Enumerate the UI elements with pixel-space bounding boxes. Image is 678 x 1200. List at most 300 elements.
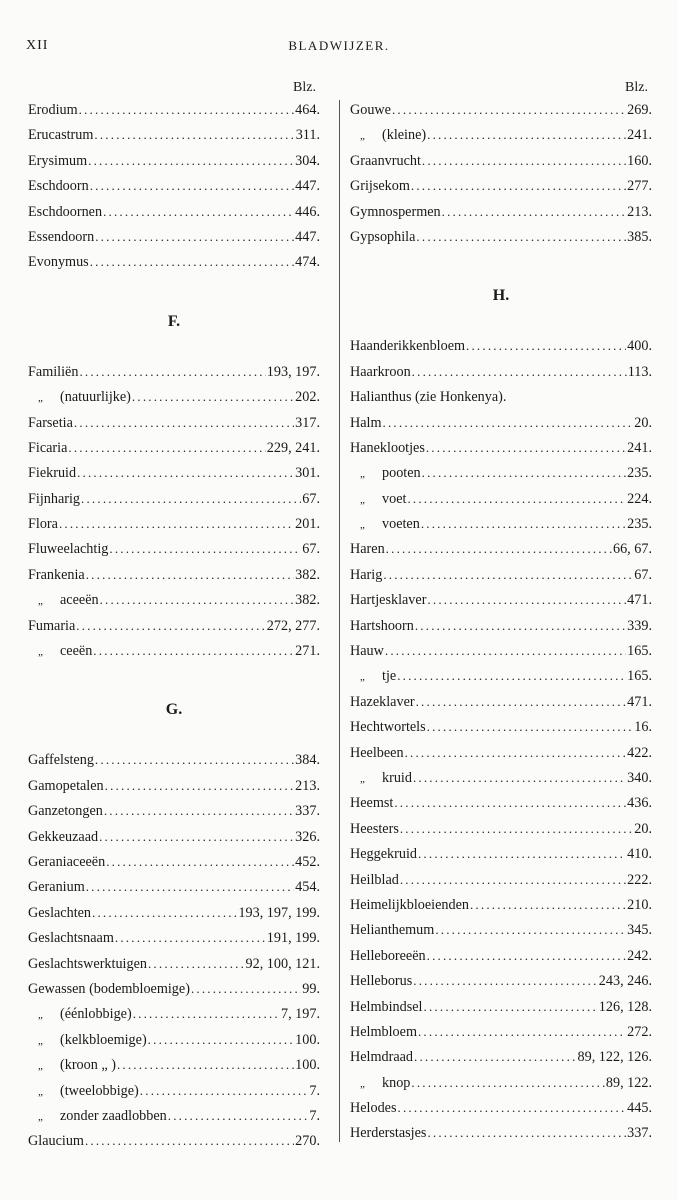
entry-term: Fijnharig <box>28 490 81 507</box>
entry-term: Helodes <box>350 1100 397 1117</box>
entry-page-ref: 447. <box>295 228 320 245</box>
entry-term-text: (kleine) <box>382 127 427 144</box>
index-entry <box>350 1075 652 1100</box>
leader-dots <box>411 178 626 194</box>
leader-dots <box>100 592 295 608</box>
leader-dots <box>79 102 295 118</box>
index-entry <box>350 1100 652 1125</box>
entry-term: Gymnospermen <box>350 203 441 220</box>
leader-dots <box>95 229 294 245</box>
index-entry <box>350 999 652 1024</box>
leader-dots <box>386 541 612 557</box>
entry-term: Fumaria <box>28 617 76 634</box>
entry-page-ref: 210. <box>627 896 652 913</box>
entry-page-ref: 242. <box>627 947 652 964</box>
index-entry <box>28 643 320 668</box>
index-entry <box>28 1006 320 1031</box>
entry-page-ref: 385. <box>627 228 652 245</box>
entry-page-ref: 410. <box>627 846 652 863</box>
entry-term-text: (tweelobbige) <box>60 1082 139 1099</box>
entry-page-ref: 446. <box>295 203 320 220</box>
index-entry <box>350 153 652 178</box>
entry-page-ref: 384. <box>295 752 320 769</box>
entry-term: Gouwe <box>350 102 391 118</box>
index-entry <box>28 1083 320 1108</box>
leader-dots <box>168 1108 309 1124</box>
index-entry <box>350 415 652 440</box>
entry-term: Heggekruid <box>350 846 417 863</box>
entry-page-ref: 382. <box>295 592 320 609</box>
index-entry <box>28 1057 320 1082</box>
leader-dots <box>105 778 295 794</box>
entry-page-ref: 191, 199. <box>266 930 320 947</box>
leader-dots <box>79 364 265 380</box>
leader-dots <box>92 905 237 921</box>
ditto-mark: „ <box>360 468 365 481</box>
leader-dots <box>148 1032 295 1048</box>
leader-dots <box>86 567 294 583</box>
index-entry <box>28 905 320 930</box>
leader-dots <box>422 153 626 169</box>
entry-page-ref: 235. <box>627 465 652 482</box>
index-entry <box>350 846 652 871</box>
ditto-mark: „ <box>360 671 365 684</box>
entry-page-ref: 222. <box>627 871 652 888</box>
entry-term: Erysimum <box>28 152 88 169</box>
leader-dots <box>405 745 627 761</box>
entry-term: Erodium <box>28 102 78 118</box>
leader-dots <box>427 127 626 143</box>
entry-page-ref: 7. <box>309 1107 320 1124</box>
entry-page-ref: 317. <box>295 414 320 431</box>
leader-dots <box>77 465 294 481</box>
leader-dots <box>400 872 626 888</box>
leader-dots <box>413 770 626 786</box>
entry-term: Halm <box>350 414 382 431</box>
entry-term: Familiën <box>28 363 79 380</box>
index-entry <box>350 389 652 414</box>
entry-term <box>28 1006 132 1023</box>
index-entry <box>28 153 320 178</box>
index-entry <box>350 922 652 947</box>
entry-term-text: (éénlobbige) <box>60 1006 132 1023</box>
leader-dots <box>68 440 265 456</box>
entry-term: Gamopetalen <box>28 777 104 794</box>
index-entry <box>350 719 652 744</box>
entry-page-ref: 422. <box>627 744 652 761</box>
index-list <box>350 338 652 1151</box>
leader-dots <box>466 338 626 354</box>
entry-term-text: kruid <box>382 769 412 786</box>
leader-dots <box>422 465 627 481</box>
section-letter-f: F. <box>167 312 181 330</box>
entry-term: Hartjesklaver <box>350 592 427 609</box>
entry-term: Glaucium <box>28 1133 84 1150</box>
index-entry <box>350 1024 652 1049</box>
entry-page-ref: 229, 241. <box>266 439 320 456</box>
index-entry <box>28 803 320 828</box>
leader-dots <box>400 821 633 837</box>
entry-term: Grijsekom <box>350 178 410 195</box>
entry-page-ref: 113. <box>627 363 652 380</box>
index-entry <box>28 1032 320 1057</box>
entry-page-ref: 67. <box>634 566 652 583</box>
entry-page-ref: 201. <box>295 516 320 533</box>
entry-term: Geslachtsnaam <box>28 930 114 947</box>
index-entry <box>350 491 652 516</box>
index-entry <box>28 1108 320 1133</box>
entry-term: Essendoorn <box>28 228 95 245</box>
entry-term-text: ceeën <box>60 643 93 660</box>
index-entry <box>350 364 652 389</box>
leader-dots <box>414 1049 576 1065</box>
leader-dots <box>470 897 626 913</box>
entry-term: Hazeklaver <box>350 693 415 710</box>
entry-term-text: tje <box>382 668 397 685</box>
entry-page-ref: 165. <box>627 643 652 660</box>
index-entry <box>350 178 652 203</box>
entry-term: Heimelijkbloeienden <box>350 896 469 913</box>
leader-dots <box>140 1083 309 1099</box>
entry-page-ref: 89, 122, 126. <box>577 1049 652 1066</box>
entry-term: Harig <box>350 566 383 583</box>
entry-term: Helmbindsel <box>350 998 423 1015</box>
entry-page-ref: 277. <box>627 178 652 195</box>
index-entry <box>350 668 652 693</box>
index-entry <box>350 102 652 127</box>
entry-page-ref: 243, 246. <box>598 973 652 990</box>
entry-term-text: knop <box>382 1074 411 1091</box>
entry-term: Geranium <box>28 879 85 896</box>
leader-dots <box>411 1075 605 1091</box>
entry-page-ref: 471. <box>627 693 652 710</box>
entry-page-ref: 100. <box>295 1057 320 1074</box>
leader-dots <box>385 643 626 659</box>
leader-dots <box>418 1024 626 1040</box>
entry-term: Graanvrucht <box>350 152 421 169</box>
entry-page-ref: 165. <box>627 668 652 685</box>
entry-term <box>28 1108 167 1125</box>
section-letter-g: G. <box>165 701 183 719</box>
entry-term: Eschdoornen <box>28 203 103 220</box>
entry-term: Fiekruid <box>28 465 77 482</box>
leader-dots <box>421 516 626 532</box>
entry-page-ref: 7, 197. <box>280 1006 320 1023</box>
entry-page-ref: 447. <box>295 178 320 195</box>
index-entry <box>28 592 320 617</box>
ditto-mark: „ <box>38 646 43 659</box>
entry-term: Geslachtswerktuigen <box>28 955 147 972</box>
entry-page-ref: 67. <box>302 490 320 507</box>
ditto-mark: „ <box>360 130 365 143</box>
index-entry <box>350 872 652 897</box>
entry-term <box>28 643 92 660</box>
leader-dots <box>106 854 294 870</box>
index-entry <box>350 618 652 643</box>
entry-page-ref: 269. <box>627 102 652 118</box>
entry-term-text: (kelkbloemige) <box>60 1031 147 1048</box>
entry-term: Hartshoorn <box>350 617 414 634</box>
entry-page-ref: 66, 67. <box>612 541 652 558</box>
leader-dots <box>412 364 627 380</box>
entry-term: Heemst <box>350 795 394 812</box>
ditto-mark: „ <box>38 1060 43 1073</box>
entry-term: Helleborus <box>350 973 413 990</box>
index-entry <box>350 465 652 490</box>
index-entry <box>28 829 320 854</box>
entry-page-ref: 99. <box>302 980 320 997</box>
leader-dots <box>415 618 626 634</box>
entry-term <box>28 1057 116 1074</box>
leader-dots <box>94 127 294 143</box>
leader-dots <box>424 999 598 1015</box>
index-entry <box>350 643 652 668</box>
leader-dots <box>416 694 627 710</box>
index-entry <box>28 229 320 254</box>
entry-term <box>28 389 131 406</box>
entry-page-ref: 235. <box>627 516 652 533</box>
leader-dots <box>427 592 626 608</box>
index-entry <box>350 592 652 617</box>
index-entry <box>28 752 320 777</box>
index-entry <box>350 770 652 795</box>
entry-term: Helmdraad <box>350 1049 414 1066</box>
index-entry <box>28 1133 320 1158</box>
index-entry <box>28 178 320 203</box>
entry-page-ref: 224. <box>627 490 652 507</box>
index-entry <box>350 897 652 922</box>
entry-page-ref: 464. <box>295 102 320 118</box>
ditto-mark: „ <box>360 493 365 506</box>
index-entry <box>350 973 652 998</box>
entry-term: Geslachten <box>28 904 92 921</box>
entry-term-text: (natuurlijke) <box>60 389 131 406</box>
entry-term: Haneklootjes <box>350 439 425 456</box>
leader-dots <box>435 922 626 938</box>
leader-dots <box>413 973 598 989</box>
entry-term <box>350 1075 410 1092</box>
entry-page-ref: 193, 197. <box>266 363 320 380</box>
entry-page-ref: 436. <box>627 795 652 812</box>
entry-page-ref: 241. <box>627 439 652 456</box>
entry-term: Fluweelachtig <box>28 541 109 558</box>
entry-term: Heesters <box>350 820 399 837</box>
index-entry <box>350 821 652 846</box>
entry-page-ref: 160. <box>627 152 652 169</box>
leader-dots <box>99 829 294 845</box>
leader-dots <box>427 719 634 735</box>
leader-dots <box>407 491 626 507</box>
entry-page-ref: 20. <box>634 820 652 837</box>
leader-dots <box>85 1133 294 1149</box>
entry-term <box>350 465 421 482</box>
entry-page-ref: 339. <box>627 617 652 634</box>
page-header <box>0 38 678 58</box>
entry-term: Gaffelsteng <box>28 752 94 769</box>
leader-dots <box>95 752 294 768</box>
ditto-mark: „ <box>38 1110 43 1123</box>
entry-term: Gekkeuzaad <box>28 828 99 845</box>
leader-dots <box>81 491 301 507</box>
entry-page-ref: 100. <box>295 1031 320 1048</box>
entry-page-ref: 445. <box>627 1100 652 1117</box>
blz-heading: Blz. <box>625 80 648 95</box>
index-entry <box>28 204 320 229</box>
entry-term-text: aceeën <box>60 592 99 609</box>
leader-dots <box>132 389 294 405</box>
ditto-mark: „ <box>38 1034 43 1047</box>
index-entry <box>350 745 652 770</box>
entry-page-ref: 337. <box>627 1125 652 1142</box>
entry-term: Heelbeen <box>350 744 404 761</box>
entry-page-ref: 301. <box>295 465 320 482</box>
entry-page-ref: 213. <box>295 777 320 794</box>
entry-term: Helleboreeën <box>350 947 426 964</box>
index-entry <box>28 127 320 152</box>
index-entry <box>28 389 320 414</box>
ditto-mark: „ <box>38 1009 43 1022</box>
entry-term <box>350 491 406 508</box>
index-list <box>28 752 320 1158</box>
leader-dots <box>427 948 627 964</box>
index-entry <box>28 567 320 592</box>
entry-term: Geraniaceeën <box>28 853 106 870</box>
entry-page-ref: 213. <box>627 203 652 220</box>
entry-page-ref: 92, 100, 121. <box>245 955 320 972</box>
entry-term: Halianthus (zie Honkenya). <box>350 389 507 406</box>
index-entry <box>350 1049 652 1074</box>
index-entry <box>350 567 652 592</box>
entry-term <box>350 127 426 144</box>
entry-page-ref: 271. <box>295 643 320 660</box>
index-entry <box>28 854 320 879</box>
index-entry <box>350 229 652 254</box>
index-entry <box>28 956 320 981</box>
entry-term-text: pooten <box>382 465 421 482</box>
entry-term: Farsetia <box>28 414 73 431</box>
entry-page-ref: 89, 122. <box>605 1074 652 1091</box>
leader-dots <box>418 846 626 862</box>
entry-term: Eschdoorn <box>28 178 89 195</box>
leader-dots <box>191 981 301 997</box>
ditto-mark: „ <box>360 1077 365 1090</box>
leader-dots <box>397 668 626 684</box>
leader-dots <box>74 415 294 431</box>
index-entry <box>350 204 652 229</box>
entry-page-ref: 241. <box>627 127 652 144</box>
index-entry <box>28 930 320 955</box>
index-entry <box>350 948 652 973</box>
ditto-mark: „ <box>360 772 365 785</box>
leader-dots <box>133 1006 280 1022</box>
entry-term: Haren <box>350 541 385 558</box>
index-entry <box>350 694 652 719</box>
index-entry <box>350 516 652 541</box>
ditto-mark: „ <box>38 392 43 405</box>
column-divider <box>339 100 340 1142</box>
entry-term <box>28 1083 139 1100</box>
index-entry <box>28 618 320 643</box>
index-entry <box>28 465 320 490</box>
index-entry <box>28 254 320 279</box>
index-list <box>28 102 320 280</box>
index-entry <box>350 440 652 465</box>
entry-term: Gypsophila <box>350 228 416 245</box>
index-entry <box>28 981 320 1006</box>
index-entry <box>28 102 320 127</box>
entry-term <box>28 592 99 609</box>
index-entry <box>28 541 320 566</box>
page-number: XII <box>26 38 49 53</box>
entry-page-ref: 16. <box>634 719 652 736</box>
entry-page-ref: 272. <box>627 1023 652 1040</box>
index-entry <box>350 1125 652 1150</box>
leader-dots <box>88 153 294 169</box>
leader-dots <box>426 440 626 456</box>
entry-term-text: zonder zaadlobben <box>60 1107 167 1124</box>
entry-page-ref: 270. <box>295 1133 320 1150</box>
entry-term: Helmbloem <box>350 1023 417 1040</box>
entry-page-ref: 202. <box>295 389 320 406</box>
entry-term-text: (kroon „ ) <box>60 1057 116 1074</box>
entry-term <box>350 770 412 787</box>
entry-page-ref: 20. <box>634 414 652 431</box>
entry-term: Erucastrum <box>28 127 94 144</box>
entry-term: Evonymus <box>28 254 89 271</box>
index-entry <box>28 491 320 516</box>
leader-dots <box>427 1125 626 1141</box>
entry-page-ref: 400. <box>627 338 652 355</box>
entry-term: Ganzetongen <box>28 803 103 820</box>
leader-dots <box>383 415 634 431</box>
right-column <box>350 80 652 1151</box>
leader-dots <box>394 795 626 811</box>
ditto-mark: „ <box>38 1085 43 1098</box>
leader-dots <box>90 178 294 194</box>
entry-page-ref: 382. <box>295 566 320 583</box>
entry-term <box>350 516 420 533</box>
index-entry <box>350 541 652 566</box>
index-entry <box>350 127 652 152</box>
entry-page-ref: 304. <box>295 152 320 169</box>
entry-term: Herderstasjes <box>350 1125 427 1142</box>
leader-dots <box>86 879 294 895</box>
entry-term: Ficaria <box>28 439 68 456</box>
entry-page-ref: 474. <box>295 254 320 271</box>
entry-page-ref: 67. <box>302 541 320 558</box>
leader-dots <box>416 229 626 245</box>
index-entry <box>28 516 320 541</box>
entry-page-ref: 126, 128. <box>598 998 652 1015</box>
leader-dots <box>93 643 294 659</box>
entry-page-ref: 340. <box>627 769 652 786</box>
index-entry <box>350 795 652 820</box>
ditto-mark: „ <box>360 519 365 532</box>
leader-dots <box>398 1100 627 1116</box>
entry-term: Gewassen (bodembloemige) <box>28 980 190 997</box>
entry-page-ref: 326. <box>295 828 320 845</box>
entry-page-ref: 454. <box>295 879 320 896</box>
section-letter-h: H. <box>492 287 510 305</box>
entry-page-ref: 452. <box>295 853 320 870</box>
index-list <box>28 364 320 669</box>
leader-dots <box>148 956 245 972</box>
leader-dots <box>392 102 626 118</box>
leader-dots <box>59 516 294 532</box>
index-entry <box>28 440 320 465</box>
leader-dots <box>104 803 294 819</box>
entry-term-text: voeten <box>382 516 420 533</box>
